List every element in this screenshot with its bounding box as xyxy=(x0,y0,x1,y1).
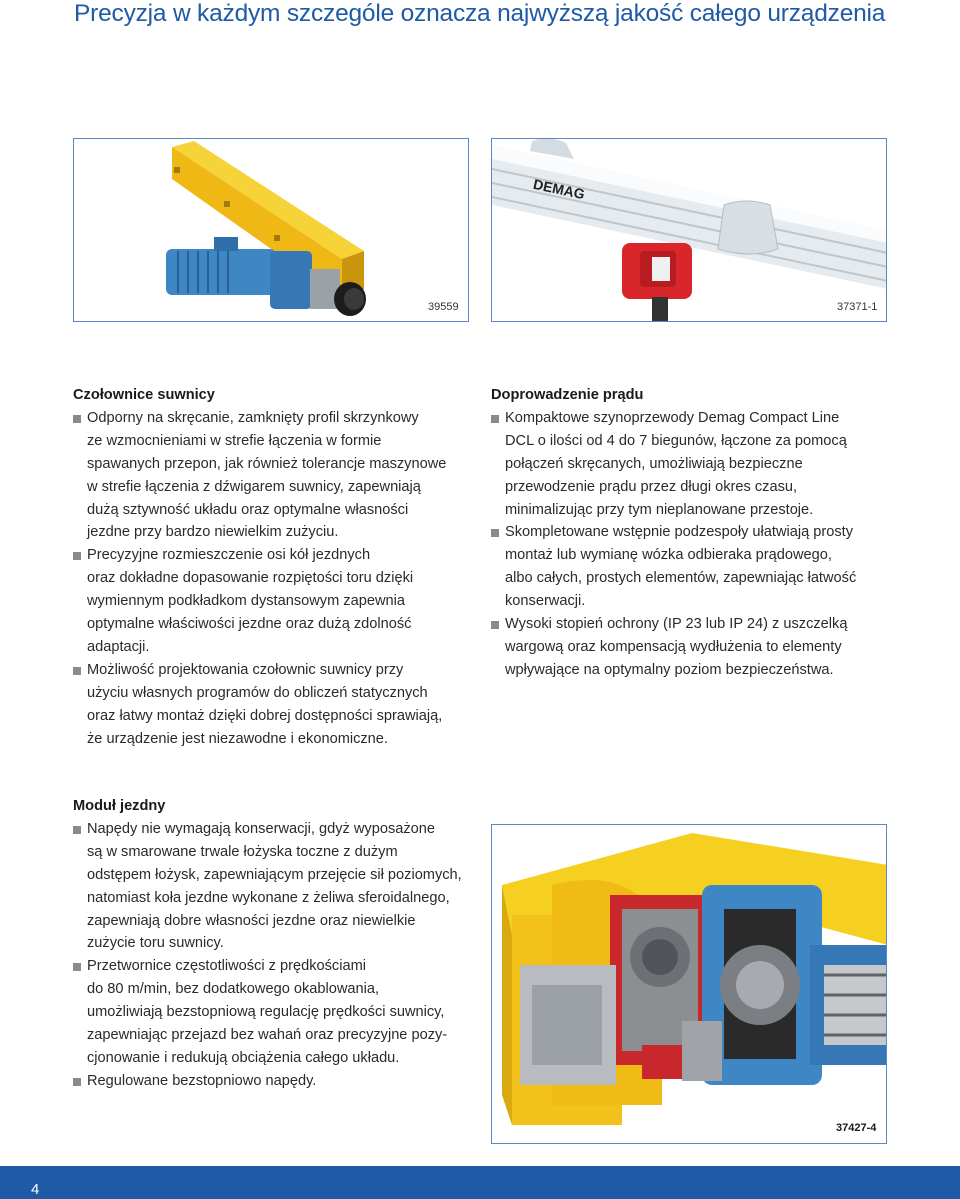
section-power-supply xyxy=(491,384,911,682)
list-item: Napędy nie wymagają konserwacji, gdyż wyposażone są w smarowane trwale łożyska toczne z dużym odstępem łożysk, zapewniającym przejęcie sił poziomych, natomiast koła jezdne wykonane z żeliwa sferoidalnego, zapewniają dobre własności jezdne oraz niewielkie zużycie toru suwnicy. xyxy=(73,818,483,955)
photo-caption: 37427-4 xyxy=(836,1122,877,1134)
list-item: Odporny na skręcanie, zamknięty profil skrzynkowy ze wzmocnieniami w strefie łączenia w formie spawanych przepon, jak również tolerancje maszynowe w strefie łączenia z dźwigarem suwnicy, zapewniają dużą sztywność układu oraz optymalne własności jezdne przy bardzo niewielkim zużyciu. xyxy=(73,407,483,544)
demag-logo: DEMAG xyxy=(531,175,587,203)
list-item: Możliwość projektowania czołownic suwnicy przy użyciu własnych programów do obliczeń statycznych oraz łatwy montaż dzięki dobrej dostępności sprawiają, że urządzenie jest niezawodne i ekonomiczne. xyxy=(73,659,483,751)
page-number: 4 xyxy=(31,1181,40,1198)
photo-end-carriage xyxy=(73,138,469,322)
list-item: Przetwornice częstotliwości z prędkościami do 80 m/min, bez dodatkowego okablowania, umożliwiają bezstopniową regulację prędkości suwnicy, zapewniając przejazd bez wahań oraz precyzyjne pozy- cjonowanie i redukują obciążenia całego układu. xyxy=(73,955,483,1070)
list-item: Skompletowane wstępnie podzespoły ułatwiają prosty montaż lub wymianę wózka odbieraka prądowego, albo całych, prostych elementów, zapewniając łatwość konserwacji. xyxy=(491,521,911,613)
list-item: Precyzyjne rozmieszczenie osi kół jezdnych oraz dokładne dopasowanie rozpiętości toru dzięki wymiennym podkładkom dystansowym zapewnia optymalne właściwości jezdne oraz dużą zdolność adaptacji. xyxy=(73,544,483,659)
conductor-line-photo xyxy=(492,139,887,322)
section-heading: Doprowadzenie prądu xyxy=(491,387,644,403)
page-title: Precyzja w każdym szczególe oznacza najwyższą jakość całego urządzenia xyxy=(74,0,886,27)
photo-travel-unit xyxy=(491,824,887,1144)
section-travel-unit xyxy=(73,795,483,1093)
list-item: Wysoki stopień ochrony (IP 23 lub IP 24) z uszczelką wargową oraz kompensacją wydłużenia to elementy wpływające na optymalny poziom bezpieczeństwa. xyxy=(491,613,911,682)
travel-unit-cutaway-photo xyxy=(492,825,887,1144)
section-heading: Czołownice suwnicy xyxy=(73,387,215,403)
section-end-carriages xyxy=(73,384,483,751)
photo-caption: 39559 xyxy=(428,301,459,313)
crane-end-carriage-photo xyxy=(74,139,469,322)
list-item: Regulowane bezstopniowo napędy. xyxy=(73,1070,483,1093)
photo-conductor-line xyxy=(491,138,887,322)
photo-caption: 37371-1 xyxy=(837,301,878,313)
section-heading: Moduł jezdny xyxy=(73,798,166,814)
footer-bar xyxy=(0,1166,960,1199)
list-item: Kompaktowe szynoprzewody Demag Compact Line DCL o ilości od 4 do 7 biegunów, łączone za pomocą połączeń skręcanych, umożliwiają bezpieczne przewodzenie prądu przez długi okres czasu, minimalizując przy tym nieplanowane przestoje. xyxy=(491,407,911,522)
